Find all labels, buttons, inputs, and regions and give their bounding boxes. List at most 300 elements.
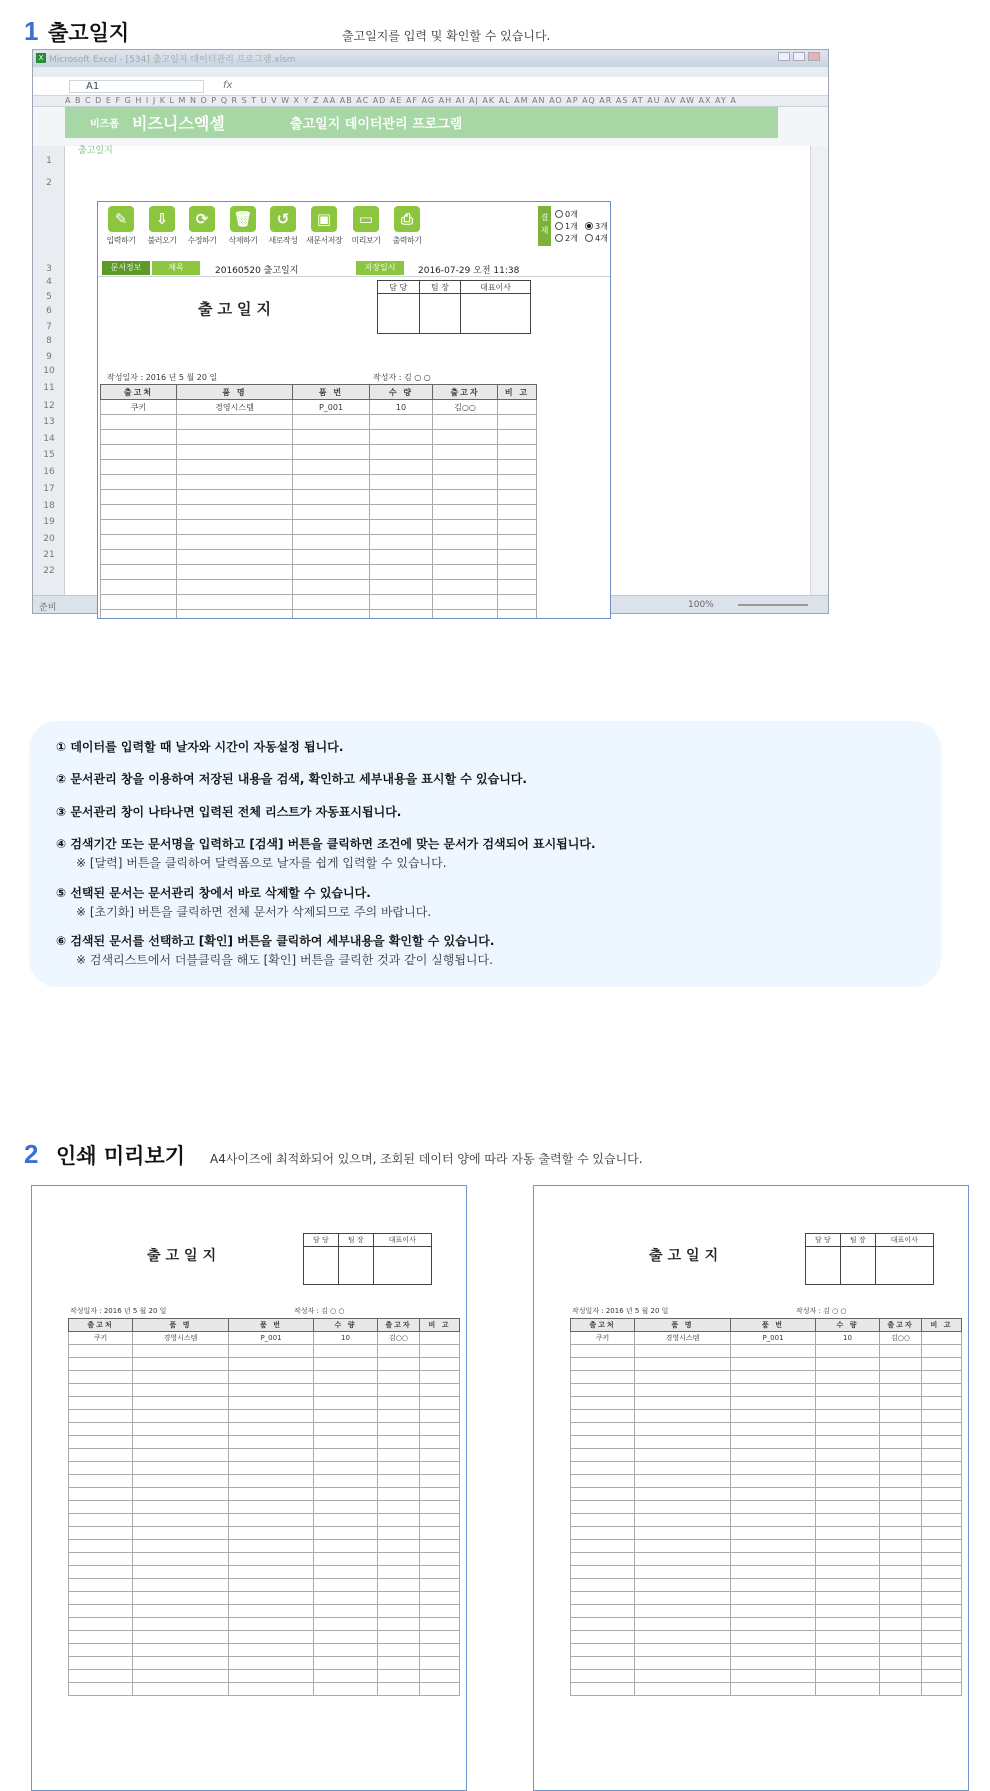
table-cell[interactable] (922, 1488, 962, 1501)
table-cell[interactable]: 경영시스템 (177, 400, 293, 415)
table-row[interactable] (69, 1514, 460, 1527)
table-cell[interactable] (101, 550, 177, 565)
table-cell[interactable] (378, 1345, 420, 1358)
table-row[interactable] (571, 1436, 962, 1449)
table-cell[interactable] (314, 1553, 378, 1566)
table-cell[interactable] (731, 1397, 816, 1410)
table-cell[interactable] (229, 1488, 314, 1501)
table-cell[interactable] (433, 580, 498, 595)
table-cell[interactable] (816, 1423, 880, 1436)
table-cell[interactable] (314, 1371, 378, 1384)
table-row[interactable] (571, 1358, 962, 1371)
table-cell[interactable] (420, 1553, 460, 1566)
table-cell[interactable] (378, 1592, 420, 1605)
table-cell[interactable] (69, 1683, 133, 1696)
table-cell[interactable] (498, 535, 537, 550)
table-cell[interactable] (378, 1410, 420, 1423)
table-cell[interactable] (314, 1436, 378, 1449)
signature-cell[interactable] (419, 294, 461, 334)
table-cell[interactable] (433, 490, 498, 505)
table-cell[interactable] (314, 1670, 378, 1683)
table-row[interactable] (571, 1384, 962, 1397)
table-cell[interactable] (731, 1449, 816, 1462)
table-cell[interactable] (816, 1592, 880, 1605)
table-cell[interactable] (314, 1657, 378, 1670)
table-cell[interactable] (101, 565, 177, 580)
table-cell[interactable] (816, 1605, 880, 1618)
table-cell[interactable] (69, 1514, 133, 1527)
table-cell[interactable] (314, 1566, 378, 1579)
table-cell[interactable] (880, 1501, 922, 1514)
table-cell[interactable] (433, 445, 498, 460)
table-cell[interactable] (420, 1397, 460, 1410)
approval-radio-2[interactable] (555, 221, 578, 232)
table-cell[interactable] (635, 1553, 731, 1566)
table-row[interactable] (69, 1644, 460, 1657)
table-cell[interactable] (880, 1488, 922, 1501)
table-cell[interactable] (370, 415, 433, 430)
table-cell[interactable] (635, 1384, 731, 1397)
table-cell[interactable] (229, 1631, 314, 1644)
table-cell[interactable] (731, 1631, 816, 1644)
table-cell[interactable] (133, 1527, 229, 1540)
table-cell[interactable] (229, 1449, 314, 1462)
table-cell[interactable] (370, 580, 433, 595)
table-cell[interactable] (314, 1631, 378, 1644)
table-row[interactable] (69, 1397, 460, 1410)
zoom-slider[interactable] (738, 604, 808, 606)
table-cell[interactable] (69, 1631, 133, 1644)
table-cell[interactable] (922, 1618, 962, 1631)
table-cell[interactable] (571, 1449, 635, 1462)
table-cell[interactable] (433, 595, 498, 610)
table-cell[interactable] (378, 1566, 420, 1579)
table-cell[interactable] (498, 550, 537, 565)
row-header[interactable]: 11 (43, 383, 55, 393)
row-header[interactable]: 10 (43, 366, 55, 376)
table-cell[interactable] (731, 1371, 816, 1384)
table-cell[interactable] (922, 1449, 962, 1462)
table-cell[interactable] (816, 1631, 880, 1644)
table-cell[interactable] (635, 1488, 731, 1501)
table-cell[interactable] (133, 1436, 229, 1449)
table-cell[interactable] (133, 1631, 229, 1644)
table-cell[interactable]: P_001 (731, 1332, 816, 1345)
table-cell[interactable] (229, 1384, 314, 1397)
table-cell[interactable] (922, 1657, 962, 1670)
table-cell[interactable] (133, 1553, 229, 1566)
table-row[interactable] (69, 1449, 460, 1462)
table-cell[interactable] (731, 1514, 816, 1527)
table-row[interactable] (571, 1605, 962, 1618)
table-cell[interactable] (571, 1683, 635, 1696)
table-cell[interactable] (293, 505, 370, 520)
table-row[interactable] (69, 1384, 460, 1397)
table-row[interactable] (101, 520, 537, 535)
table-cell[interactable] (177, 475, 293, 490)
table-cell[interactable] (420, 1462, 460, 1475)
table-cell[interactable] (571, 1579, 635, 1592)
table-cell[interactable] (731, 1345, 816, 1358)
table-cell[interactable] (922, 1423, 962, 1436)
table-cell[interactable] (314, 1488, 378, 1501)
table-cell[interactable] (635, 1657, 731, 1670)
table-cell[interactable] (69, 1436, 133, 1449)
table-cell[interactable] (731, 1683, 816, 1696)
table-row[interactable] (69, 1631, 460, 1644)
table-cell[interactable] (314, 1410, 378, 1423)
table-row[interactable] (69, 1436, 460, 1449)
table-cell[interactable] (880, 1592, 922, 1605)
table-cell[interactable] (370, 460, 433, 475)
table-row[interactable] (571, 1475, 962, 1488)
table-cell[interactable] (816, 1410, 880, 1423)
table-cell[interactable] (816, 1384, 880, 1397)
table-cell[interactable] (69, 1501, 133, 1514)
table-cell[interactable] (880, 1436, 922, 1449)
table-cell[interactable] (133, 1488, 229, 1501)
table-row[interactable] (571, 1488, 962, 1501)
table-cell[interactable] (571, 1527, 635, 1540)
table-cell[interactable] (101, 505, 177, 520)
table-cell[interactable] (69, 1462, 133, 1475)
table-cell[interactable] (571, 1618, 635, 1631)
table-cell[interactable] (635, 1618, 731, 1631)
table-row[interactable] (69, 1553, 460, 1566)
table-cell[interactable] (420, 1501, 460, 1514)
table-row[interactable] (571, 1462, 962, 1475)
table-cell[interactable] (731, 1358, 816, 1371)
table-cell[interactable] (922, 1670, 962, 1683)
table-row[interactable] (69, 1683, 460, 1696)
table-cell[interactable] (880, 1449, 922, 1462)
table-cell[interactable] (635, 1501, 731, 1514)
table-cell[interactable] (880, 1527, 922, 1540)
table-row[interactable] (69, 1540, 460, 1553)
signature-cell[interactable] (373, 1247, 431, 1285)
table-cell[interactable] (571, 1384, 635, 1397)
table-cell[interactable] (816, 1488, 880, 1501)
table-cell[interactable] (69, 1384, 133, 1397)
table-cell[interactable] (370, 565, 433, 580)
table-row[interactable] (101, 565, 537, 580)
signature-cell[interactable] (840, 1247, 875, 1285)
table-row[interactable] (101, 475, 537, 490)
table-cell[interactable] (378, 1358, 420, 1371)
table-cell[interactable] (177, 430, 293, 445)
table-cell[interactable] (922, 1579, 962, 1592)
table-cell[interactable] (177, 565, 293, 580)
table-cell[interactable] (378, 1540, 420, 1553)
table-cell[interactable] (177, 460, 293, 475)
table-cell[interactable] (133, 1462, 229, 1475)
table-cell[interactable] (635, 1410, 731, 1423)
table-cell[interactable] (880, 1345, 922, 1358)
table-cell[interactable] (880, 1683, 922, 1696)
table-row[interactable] (571, 1631, 962, 1644)
table-cell[interactable] (177, 595, 293, 610)
table-row[interactable] (101, 580, 537, 595)
table-cell[interactable] (69, 1579, 133, 1592)
table-cell[interactable] (420, 1540, 460, 1553)
table-cell[interactable] (101, 520, 177, 535)
table-cell[interactable] (635, 1371, 731, 1384)
table-cell[interactable] (880, 1358, 922, 1371)
row-header[interactable]: 2 (46, 178, 52, 188)
table-cell[interactable] (922, 1605, 962, 1618)
table-cell[interactable] (69, 1605, 133, 1618)
table-cell[interactable] (635, 1462, 731, 1475)
table-cell[interactable] (177, 490, 293, 505)
table-cell[interactable] (101, 610, 177, 620)
table-cell[interactable] (314, 1592, 378, 1605)
table-cell[interactable] (101, 490, 177, 505)
table-cell[interactable] (498, 565, 537, 580)
table-cell[interactable] (370, 475, 433, 490)
table-cell[interactable] (69, 1592, 133, 1605)
table-cell[interactable] (420, 1423, 460, 1436)
table-row[interactable] (571, 1397, 962, 1410)
table-row[interactable] (69, 1592, 460, 1605)
table-cell[interactable] (880, 1384, 922, 1397)
table-cell[interactable] (133, 1449, 229, 1462)
table-cell[interactable] (378, 1488, 420, 1501)
table-cell[interactable] (293, 595, 370, 610)
table-cell[interactable] (816, 1475, 880, 1488)
row-header[interactable]: 1 (46, 156, 52, 166)
table-cell[interactable] (571, 1358, 635, 1371)
table-cell[interactable] (69, 1423, 133, 1436)
table-cell[interactable] (229, 1540, 314, 1553)
table-cell[interactable] (370, 505, 433, 520)
table-cell[interactable] (229, 1670, 314, 1683)
table-cell[interactable] (229, 1514, 314, 1527)
table-cell[interactable] (635, 1449, 731, 1462)
table-cell[interactable]: 김○○ (378, 1332, 420, 1345)
table-cell[interactable] (314, 1644, 378, 1657)
table-row[interactable] (101, 595, 537, 610)
table-cell[interactable] (635, 1579, 731, 1592)
table-cell[interactable] (816, 1397, 880, 1410)
table-cell[interactable]: 김○○ (433, 400, 498, 415)
table-cell[interactable] (229, 1579, 314, 1592)
vertical-scrollbar[interactable] (810, 146, 828, 614)
table-cell[interactable] (635, 1436, 731, 1449)
table-cell[interactable] (133, 1683, 229, 1696)
table-cell[interactable] (133, 1475, 229, 1488)
table-cell[interactable] (69, 1358, 133, 1371)
close-button[interactable] (808, 52, 820, 61)
table-row[interactable] (69, 1527, 460, 1540)
table-cell[interactable] (731, 1566, 816, 1579)
table-cell[interactable] (922, 1592, 962, 1605)
table-cell[interactable] (177, 505, 293, 520)
table-cell[interactable] (635, 1514, 731, 1527)
name-box[interactable]: A1 (69, 80, 204, 93)
table-row[interactable] (69, 1371, 460, 1384)
table-cell[interactable]: 10 (816, 1332, 880, 1345)
table-cell[interactable] (880, 1631, 922, 1644)
table-cell[interactable] (378, 1683, 420, 1696)
table-cell[interactable] (433, 550, 498, 565)
table-cell[interactable] (229, 1462, 314, 1475)
table-cell[interactable] (69, 1644, 133, 1657)
table-row[interactable] (69, 1618, 460, 1631)
table-row[interactable] (571, 1514, 962, 1527)
table-cell[interactable] (635, 1631, 731, 1644)
table-cell[interactable] (314, 1501, 378, 1514)
table-cell[interactable] (420, 1449, 460, 1462)
table-cell[interactable] (922, 1566, 962, 1579)
table-row[interactable] (571, 1527, 962, 1540)
table-cell[interactable] (498, 460, 537, 475)
table-cell[interactable] (433, 520, 498, 535)
table-cell[interactable] (69, 1410, 133, 1423)
table-cell[interactable] (69, 1618, 133, 1631)
table-cell[interactable] (314, 1397, 378, 1410)
table-row[interactable] (571, 1683, 962, 1696)
table-cell[interactable] (133, 1605, 229, 1618)
minimize-button[interactable] (778, 52, 790, 61)
table-cell[interactable] (922, 1644, 962, 1657)
table-cell[interactable] (314, 1449, 378, 1462)
table-cell[interactable] (498, 475, 537, 490)
table-cell[interactable] (433, 535, 498, 550)
radio-icon[interactable] (555, 222, 563, 230)
table-cell[interactable] (378, 1436, 420, 1449)
table-row[interactable] (571, 1410, 962, 1423)
table-cell[interactable] (370, 490, 433, 505)
table-cell[interactable] (880, 1462, 922, 1475)
table-cell[interactable] (922, 1475, 962, 1488)
table-cell[interactable] (378, 1462, 420, 1475)
table-cell[interactable] (133, 1358, 229, 1371)
table-cell[interactable] (880, 1423, 922, 1436)
table-row[interactable] (101, 610, 537, 620)
table-cell[interactable] (635, 1683, 731, 1696)
table-cell[interactable] (314, 1540, 378, 1553)
table-cell[interactable] (880, 1657, 922, 1670)
table-cell[interactable] (229, 1475, 314, 1488)
table-cell[interactable] (229, 1644, 314, 1657)
approval-radio-1[interactable] (555, 209, 578, 220)
table-cell[interactable] (370, 550, 433, 565)
table-cell[interactable] (133, 1397, 229, 1410)
table-cell[interactable] (229, 1605, 314, 1618)
table-cell[interactable] (498, 490, 537, 505)
table-cell[interactable] (378, 1527, 420, 1540)
table-cell[interactable] (922, 1397, 962, 1410)
table-cell[interactable] (922, 1436, 962, 1449)
table-cell[interactable] (880, 1644, 922, 1657)
table-cell[interactable] (420, 1371, 460, 1384)
table-cell[interactable] (731, 1501, 816, 1514)
table-cell[interactable] (293, 535, 370, 550)
table-row[interactable] (69, 1462, 460, 1475)
table-cell[interactable] (378, 1449, 420, 1462)
row-header[interactable]: 8 (46, 336, 52, 346)
table-cell[interactable] (101, 460, 177, 475)
table-cell[interactable] (731, 1410, 816, 1423)
table-cell[interactable] (293, 415, 370, 430)
table-cell[interactable] (880, 1475, 922, 1488)
row-header[interactable]: 22 (43, 566, 55, 576)
table-cell[interactable] (816, 1371, 880, 1384)
table-row[interactable] (101, 460, 537, 475)
table-cell[interactable] (731, 1462, 816, 1475)
table-cell[interactable] (880, 1579, 922, 1592)
table-cell[interactable] (314, 1462, 378, 1475)
row-header[interactable]: 6 (46, 306, 52, 316)
table-row[interactable] (571, 1332, 962, 1345)
table-cell[interactable] (571, 1592, 635, 1605)
table-cell[interactable] (314, 1683, 378, 1696)
table-cell[interactable] (498, 445, 537, 460)
table-cell[interactable] (922, 1345, 962, 1358)
table-cell[interactable] (293, 565, 370, 580)
table-cell[interactable] (229, 1566, 314, 1579)
approval-radio-4[interactable] (555, 233, 578, 244)
table-cell[interactable] (101, 595, 177, 610)
table-cell[interactable]: 쿠키 (571, 1332, 635, 1345)
table-cell[interactable]: 경영시스템 (133, 1332, 229, 1345)
table-cell[interactable] (420, 1631, 460, 1644)
table-cell[interactable] (420, 1436, 460, 1449)
table-cell[interactable] (133, 1514, 229, 1527)
table-cell[interactable] (314, 1358, 378, 1371)
table-cell[interactable] (731, 1670, 816, 1683)
table-cell[interactable] (133, 1345, 229, 1358)
table-cell[interactable] (922, 1358, 962, 1371)
table-cell[interactable]: 쿠키 (69, 1332, 133, 1345)
table-cell[interactable] (229, 1345, 314, 1358)
table-cell[interactable] (498, 520, 537, 535)
table-cell[interactable] (571, 1436, 635, 1449)
table-cell[interactable] (378, 1670, 420, 1683)
table-cell[interactable] (880, 1540, 922, 1553)
table-cell[interactable] (420, 1527, 460, 1540)
table-cell[interactable] (314, 1423, 378, 1436)
table-cell[interactable] (571, 1631, 635, 1644)
table-cell[interactable]: 김○○ (880, 1332, 922, 1345)
table-cell[interactable] (816, 1566, 880, 1579)
table-cell[interactable] (133, 1618, 229, 1631)
table-cell[interactable] (69, 1475, 133, 1488)
table-cell[interactable] (571, 1670, 635, 1683)
table-cell[interactable] (314, 1475, 378, 1488)
table-cell[interactable] (420, 1670, 460, 1683)
toolbar-button-2[interactable] (144, 206, 180, 246)
table-row[interactable] (69, 1566, 460, 1579)
table-cell[interactable] (880, 1618, 922, 1631)
toolbar-button-1[interactable] (103, 206, 139, 246)
table-cell[interactable] (816, 1501, 880, 1514)
table-cell[interactable] (314, 1514, 378, 1527)
table-cell[interactable] (378, 1501, 420, 1514)
table-row[interactable] (571, 1501, 962, 1514)
approval-radio-5[interactable] (585, 233, 608, 244)
table-cell[interactable] (420, 1579, 460, 1592)
table-cell[interactable] (571, 1605, 635, 1618)
table-cell[interactable] (378, 1644, 420, 1657)
signature-cell[interactable] (806, 1247, 841, 1285)
table-row[interactable] (101, 400, 537, 415)
table-cell[interactable] (880, 1605, 922, 1618)
signature-cell[interactable] (378, 294, 420, 334)
table-cell[interactable] (635, 1397, 731, 1410)
table-cell[interactable] (571, 1462, 635, 1475)
table-cell[interactable] (498, 505, 537, 520)
